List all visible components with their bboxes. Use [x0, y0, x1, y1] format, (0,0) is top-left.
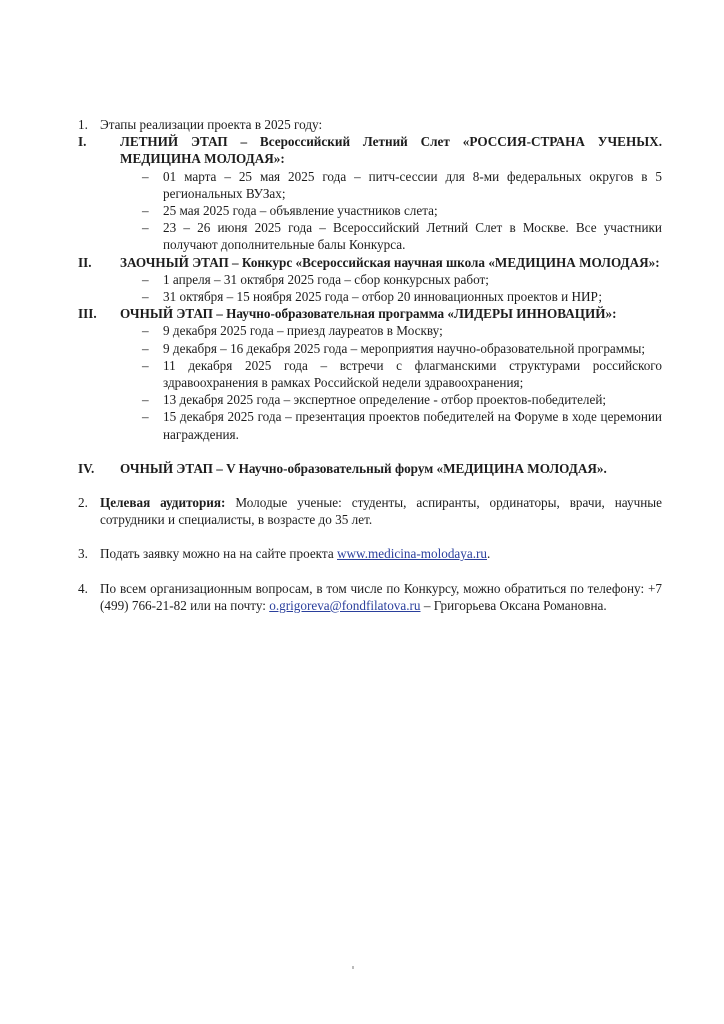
list-item-text: 9 декабря 2025 года – приезд лауреатов в Москву;: [163, 323, 443, 339]
document-body: [78, 116, 662, 614]
contact-email-link[interactable]: o.grigoreva@fondfilatova.ru: [269, 597, 421, 613]
list-item: [142, 288, 662, 305]
stage-2-number: II.: [78, 254, 92, 270]
dash-bullet: –: [142, 220, 149, 236]
stage-2: [78, 254, 662, 271]
list-item: [142, 219, 662, 253]
list-item-text: 9 декабря – 16 декабря 2025 года – мероприятия научно-образовательной программы;: [163, 340, 645, 356]
dash-bullet: –: [142, 271, 149, 287]
project-website-link[interactable]: www.medicina-molodaya.ru: [337, 546, 488, 562]
stage-1-title: ЛЕТНИЙ ЭТАП – Всероссийский Летний Слет «РОССИЯ-СТРАНА УЧЕНЫХ. МЕДИЦИНА МОЛОДАЯ»:: [120, 134, 662, 167]
stage-4-title: ОЧНЫЙ ЭТАП – V Научно-образовательный форум «МЕДИЦИНА МОЛОДАЯ».: [120, 460, 607, 476]
dash-bullet: –: [142, 340, 149, 356]
intro-text: Этапы реализации проекта в 2025 году:: [100, 117, 323, 132]
list-item: [142, 168, 662, 202]
dash-bullet: –: [142, 392, 149, 408]
dash-bullet: –: [142, 289, 149, 305]
list-item: [142, 408, 662, 442]
stage-2-items: [142, 271, 662, 305]
apply-end: .: [487, 546, 491, 562]
list-item: [142, 322, 662, 339]
stage-4: [78, 460, 662, 477]
audience-text: Молодые ученые: студенты, аспиранты, ординаторы, врачи, научные сотрудники и специалисты, в возрасте до 35 лет.: [100, 495, 662, 528]
stage-3: [78, 305, 662, 322]
list-item: [142, 357, 662, 391]
intro-line: [78, 116, 662, 133]
list-item-text: 25 мая 2025 года – объявление участников слета;: [163, 203, 438, 219]
stage-4-number: IV.: [78, 460, 95, 476]
stage-3-items: [142, 322, 662, 442]
dash-bullet: –: [142, 323, 149, 339]
audience-paragraph: [78, 494, 662, 528]
stage-3-number: III.: [78, 306, 97, 322]
list-item-text: 23 – 26 июня 2025 года – Всероссийский Летний Слет в Москве. Все участники получают дополнительные балы Конкурса.: [163, 220, 662, 253]
stage-1-items: [142, 168, 662, 254]
list-item: [142, 391, 662, 408]
stage-1: [78, 133, 662, 167]
contact-person: – Григорьева Оксана Романовна.: [420, 597, 607, 613]
list-item-text: 13 декабря 2025 года – экспертное определение - отбор проектов-победителей;: [163, 392, 607, 408]
list-item: [142, 271, 662, 288]
list-item-text: 15 декабря 2025 года – презентация проектов победителей на Форуме в ходе церемонии награждения.: [163, 409, 662, 442]
dash-bullet: –: [142, 357, 149, 373]
contact-number: 4.: [78, 580, 88, 596]
contact-text: По всем организационным вопросам, в том числе по Конкурсу, можно обратиться по телефону: +7 (499) 766-21-82 или на почту:: [100, 580, 662, 613]
list-item: [142, 202, 662, 219]
audience-label: Целевая аудитория:: [100, 495, 226, 511]
dash-bullet: –: [142, 168, 149, 184]
list-item: [142, 340, 662, 357]
apply-paragraph: [78, 545, 662, 562]
stage-2-title: ЗАОЧНЫЙ ЭТАП – Конкурс «Всероссийская научная школа «МЕДИЦИНА МОЛОДАЯ»:: [120, 254, 660, 270]
dash-bullet: –: [142, 203, 149, 219]
stage-3-title: ОЧНЫЙ ЭТАП – Научно-образовательная программа «ЛИДЕРЫ ИННОВАЦИЙ»:: [120, 306, 617, 322]
scan-speck: [352, 966, 354, 969]
list-item-text: 01 марта – 25 мая 2025 года – питч-сессии для 8-ми федеральных округов в 5 региональных ВУЗах;: [163, 168, 662, 201]
stage-1-number: I.: [78, 134, 87, 150]
audience-number: 2.: [78, 495, 88, 511]
intro-number: 1.: [78, 117, 88, 132]
dash-bullet: –: [142, 409, 149, 425]
apply-text: Подать заявку можно на на сайте проекта: [100, 546, 337, 562]
contact-paragraph: [78, 580, 662, 614]
list-item-text: 1 апреля – 31 октября 2025 года – сбор конкурсных работ;: [163, 271, 489, 287]
list-item-text: 11 декабря 2025 года – встречи с флагманскими структурами российского здравоохранения в рамках Российской недели здравоохранения;: [163, 357, 662, 391]
apply-number: 3.: [78, 546, 88, 562]
list-item-text: 31 октября – 15 ноября 2025 года – отбор 20 инновационных проектов и НИР;: [163, 289, 603, 305]
